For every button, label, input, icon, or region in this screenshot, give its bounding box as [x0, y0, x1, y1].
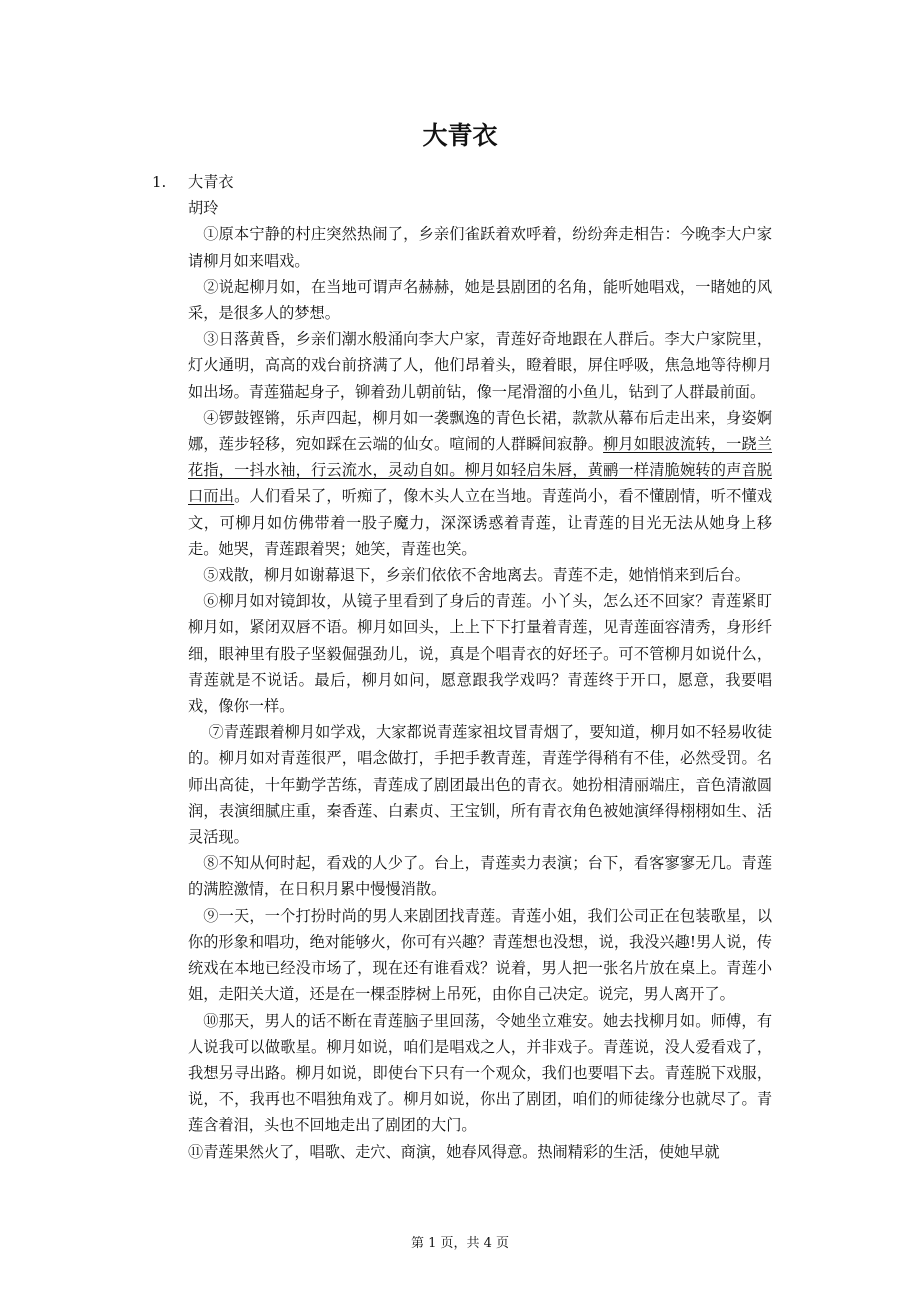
paragraph-8: ⑧不知从何时起，看戏的人少了。台上，青莲卖力表演；台下，看客寥寥无几。青莲的满腔激情，在日积月累中慢慢消散。	[188, 854, 772, 899]
paragraph-1: ①原本宁静的村庄突然热闹了，乡亲们雀跃着欢呼着，纷纷奔走相告：今晚李大户家请柳月如来唱戏。	[188, 225, 772, 270]
passage-body	[188, 169, 772, 1165]
paragraph-7: ⑦青莲跟着柳月如学戏，大家都说青莲家祖坟冒青烟了，要知道，柳月如不轻易收徒的。柳月如对青莲很严，唱念做打，手把手教青莲，青莲学得稍有不佳，必然受罚。名师出高徒，十年勤学苦练，青莲成了剧团最出色的青衣。她扮相清丽端庄，音色清澈圆润，表演细腻庄重，秦香莲、白素贞、王宝钏，所有青衣角色被她演绎得栩栩如生、活灵活现。	[188, 723, 772, 847]
paragraph-11: ⑪青莲果然火了，唱歌、走穴、商演，她春风得意。热闹精彩的生活，使她早就	[188, 1142, 720, 1161]
page-footer: 第 1 页，共 4 页	[410, 1236, 510, 1251]
paragraph-4-before: ④锣鼓铿锵，乐声四起，柳月如一袭飘逸的青色长裙，款款从幕布后走出来，身姿婀娜，莲步轻移，宛如踩在云端的仙女。喧闹的人群瞬间寂静。	[188, 408, 772, 454]
underlined-sentence: 柳月如眼波流转，一跷兰花指，一抖水袖，行云流水，灵动自如。柳月如轻启朱唇，黄鹂一样清脆婉转的声音脱口而出	[188, 435, 773, 506]
question-number: 1.	[152, 173, 167, 191]
paragraph-3: ③日落黄昏，乡亲们潮水般涌向李大户家，青莲好奇地跟在人群后。李大户家院里，灯火通明，高高的戏台前挤满了人，他们昂着头，瞪着眼，屏住呼吸，焦急地等待柳月如出场。青莲猫起身子，铆着劲儿朝前钻，像一尾滑溜的小鱼儿，钻到了人群最前面。	[188, 330, 772, 401]
document-title: 大青衣	[422, 121, 498, 150]
paragraph-6: ⑥柳月如对镜卸妆，从镜子里看到了身后的青莲。小丫头，怎么还不回家？青莲紧盯柳月如，紧闭双唇不语。柳月如回头，上上下下打量着青莲，见青莲面容清秀，身形纤细，眼神里有股子坚毅倔强劲儿，说，真是个唱青衣的好坯子。可不管柳月如说什么，青莲就是不说话。最后，柳月如问，愿意跟我学戏吗？青莲终于开口，愿意，我要唱戏，像你一样。	[188, 592, 772, 716]
paragraph-9: ⑨一天，一个打扮时尚的男人来剧团找青莲。青莲小姐，我们公司正在包装歌星，以你的形象和唱功，绝对能够火，你可有兴趣？青莲想也没想，说，我没兴趣!男人说，传统戏在本地已经没市场了，现在还有谁看戏？说着，男人把一张名片放在桌上。青莲小姐，走阳关大道，还是在一棵歪脖树上吊死，由你自己决定。说完，男人离开了。	[188, 906, 772, 1004]
paragraph-5: ⑤戏散，柳月如谢幕退下，乡亲们依依不舍地离去。青莲不走，她悄悄来到后台。	[203, 566, 750, 585]
paragraph-4	[188, 405, 772, 562]
paragraph-10: ⑩那天，男人的话不断在青莲脑子里回荡，令她坐立难安。她去找柳月如。师傅，有人说我可以做歌星。柳月如说，咱们是唱戏之人，并非戏子。青莲说，没人爱看戏了，我想另寻出路。柳月如说，即使台下只有一个观众，我们也要唱下去。青莲脱下戏服，说，不，我再也不唱独角戏了。柳月如说，你出了剧团，咱们的师徒缘分也就尽了。青莲含着泪，头也不回地走出了剧团的大门。	[188, 1011, 772, 1135]
paragraph-2: ②说起柳月如，在当地可谓声名赫赫，她是县剧团的名角，能听她唱戏，一睹她的风采，是很多人的梦想。	[188, 277, 772, 323]
story-title: 大青衣	[188, 173, 234, 191]
story-author: 胡玲	[188, 199, 219, 218]
paragraph-4-after: 。人们看呆了，听痴了，像木头人立在当地。青莲尚小，看不懂剧情，听不懂戏文，可柳月如仿佛带着一股子魔力，深深诱惑着青莲，让青莲的目光无法从她身上移走。她哭，青莲跟着哭；她笑，青莲也笑。	[188, 487, 773, 558]
